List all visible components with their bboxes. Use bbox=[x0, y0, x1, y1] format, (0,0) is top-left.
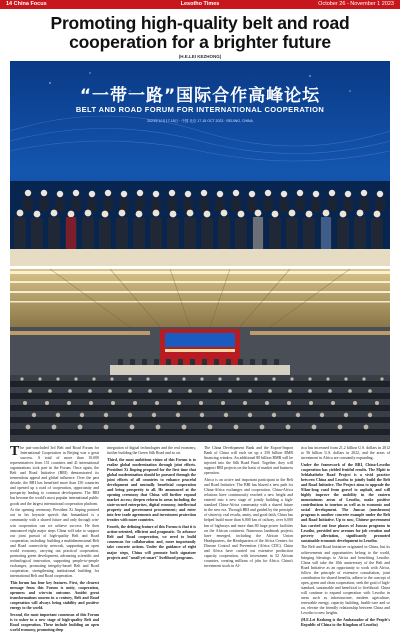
paragraph: This forum has four key features. First, the clearest message from this Forum is unity, cooperation, openness and win-win outcome. Amidst great transformations unseen in a century, Belt and Road cooperation will always bring stability and positive energy to the world. bbox=[10, 580, 99, 611]
conference-hall-photo bbox=[10, 269, 390, 442]
paragraph: integration of digital technologies and the real economy, further building the Green Silk Road and so on. bbox=[107, 446, 196, 456]
byline: (H.E.LEI KEZHONG) bbox=[178, 54, 222, 59]
banner-english-title: BELT AND ROAD FORUM FOR INTERNATIONAL COOPERATION bbox=[75, 105, 325, 114]
paragraph: Fourth, the defining feature of this Forum is that it is action-oriented, efficient and pragmatic. To advance Belt and Road cooperation, we need to build consensus for collaboration and, more importantly take concrete actions. Under the guidance of eight major steps, China will promote both signature projects and "small yet smart" livelihood programs. bbox=[107, 525, 196, 560]
article-column-3 bbox=[204, 446, 293, 598]
author-note: (H.E.Lei Kezhong is the Ambassador of the People's Republic of China to the Kingdom of Lesotho) bbox=[301, 617, 390, 627]
paragraph: The China Development Bank and the Export-Import Bank of China will each set up a 350 billion RMB financing window. An additional 80 billion RMB will be injected into the Silk Road Fund. Together, they will support BRI projects on the basis of market and business operation. bbox=[204, 446, 293, 476]
paragraph: Third, the most ambitious vision of this Forum is to realize global modernization through joint efforts. President Xi Jinping proposed for the first time that global modernization should be pursued through the joint efforts of all countries to enhance peaceful development and mutually beneficial cooperation and bring prosperity to all. He announced at the opening ceremony that China will further expand market access; deepen reform in areas including the state-owned enterprises, digital economy, intellectual property and government procurement; and enter into free trade agreements and investment protection treaties with more countries. bbox=[107, 457, 196, 523]
article-column-4 bbox=[301, 446, 390, 627]
page-header-bar bbox=[0, 0, 400, 9]
publication-name: Lesotho Times bbox=[180, 1, 220, 7]
section-label: 14 China Focus bbox=[6, 1, 47, 7]
conference-hall-illustration bbox=[10, 269, 390, 442]
drop-cap: T bbox=[10, 444, 20, 459]
article-column-1 bbox=[10, 444, 99, 633]
paragraph: The Belt and Road Initiative originated in China, but its achievements and opportunities belong to the world, bringing blessings to Africa and benefiting Lesotho. China will take the 10th anniversary of the Belt and Road Initiative as an opportunity to work with Africa, follow the principle of extensive consultation, joint contribution for shared benefits, adhere to the concept of open, green and clean cooperation, seek the goal of high-standard, sustainable and beneficial to livelihood. China will continue to expand cooperation with Lesotho in areas such as infrastructure, modern agriculture, renewable energy, capacity building, health-care and so on, elevate the friendly relationship between China and Lesotho to new heights. bbox=[301, 545, 390, 616]
banner-chinese-title: “一带一路”国际合作高峰论坛 bbox=[79, 86, 321, 106]
article-column-2 bbox=[107, 446, 196, 598]
issue-date: October 26 - November 1 2023 bbox=[318, 1, 394, 7]
paragraph: rica has increased from 21.2 billion U.S. dollars in 2012 to 56 billion U.S. dollars in 2022, and the areas of investment in Africa are constantly expanding. bbox=[301, 446, 390, 461]
banner-dates: 2023年10月17-18日 · 中国 北京 17-18 OCT 2023 · BEIJING, CHINA bbox=[147, 119, 253, 123]
paragraph: Africa is an active and important participant in the Belt and Road Initiative. The BRI has blazed a new path for China-Africa exchanges and cooperation. China-Africa relations have continuously reached a new height and entered into a new stage of jointly building a high-standard China-Africa community with a shared future in the new era. Through BRI and guided by the principle of sincerity, real results, amity, and good faith, China has helped build more than 6,000 km of railway, over 6,000 km of highways and more than 80 large power facilities on the African continent. Numerous landmark projects have emerged, including the African Union Headquarters, the Headquarters of the Africa Centers for Disease Control and Prevention (Africa CDC). China and Africa have carried out extensive production capacity cooperation, with investment in 52 African countries, creating millions of jobs for Africa. China's investment stock in Af- bbox=[204, 478, 293, 568]
headline: Promoting high-quality belt and road cooperation for a brighter future bbox=[50, 13, 350, 52]
paragraph: he just-concluded 3rd Belt and Road Forum for International Cooperation in Beijing was a great success. A total of more than 10,000 representatives from 151 countries and 41 international organizations took part in the Forum. Once again, the Belt and Road Initiative (BRI) demonstrated its tremendous appeal and global influence. Over the past decade, the BRI has benefited more than 150 countries and opened up a road of cooperation, opportunity and prosperity leading to common development. The BRI has become the world's most popular international public goods and the largest international cooperation platform. bbox=[10, 446, 99, 506]
forum-group-photo bbox=[10, 61, 390, 266]
article-body bbox=[10, 444, 390, 633]
paragraph: At the opening ceremony, President Xi Jinping pointed out in his keynote speech that humankind is a community with a shared future and only through win-win cooperation can we achieve success. He then announced eight major steps China will take to support our joint pursuit of high-quality Belt and Road cooperation, including: building a multidimensional Belt and Road connectivity network, supporting an open world economy, carrying out practical cooperation, promoting green development, advancing scientific and technological innovation, supporting people-to-people exchanges, promoting integrity-based Belt and Road cooperation, strengthening institutional building for international Belt and Road cooperation. bbox=[10, 508, 99, 578]
paragraph: Second, the most important consensus of this Forum is to usher in a new stage of high-quality Belt and Road cooperation. These include building an open world economy, promoting deep bbox=[10, 612, 99, 633]
paragraph: Under the framework of the BRI, China-Lesotho cooperation has yielded fruitful results. The Mpiti to Sehlabathebe Road Project is a vivid practice between China and Lesotho to jointly build the Belt and Road Initiative. The Project aims to upgrade the 91km-long road from gravel to asphalt, and will highly improve the mobility in the eastern mountainous areas of Lesotho, make positive contributions to tourism as well as to economic and social development. The Juncao (mushroom) program is another concrete example under the Belt and Road Initiative. Up to now, Chinese government has carried out four phases of Juncao programs in Lesotho, provided new avenues for job creation and poverty alleviation, significantly promoted sustainable economic development in Lesotho. bbox=[301, 462, 390, 543]
